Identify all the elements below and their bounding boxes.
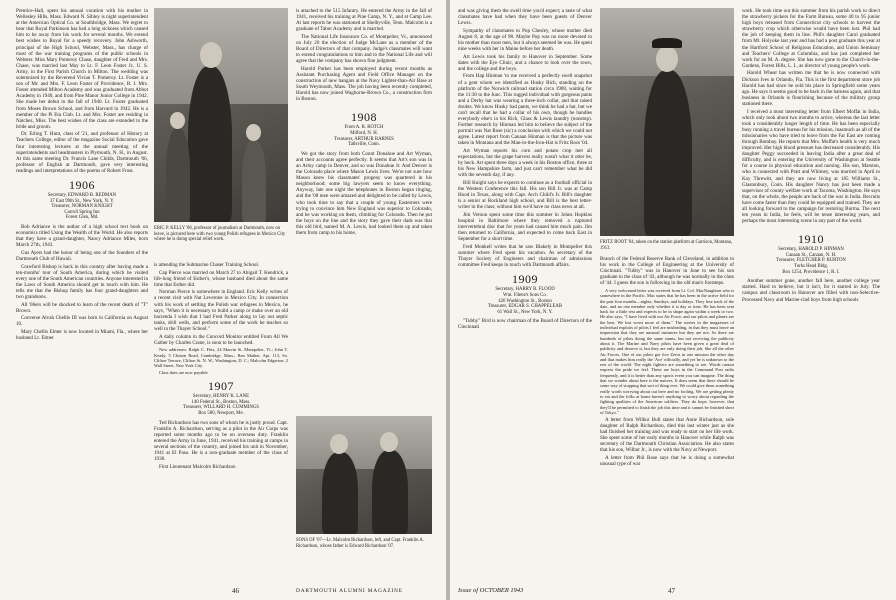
- treasurer-line: Treasurer, WILLARD H. CUMMINGS: [183, 405, 259, 411]
- paragraph: Gus Ayers had the honor of being one of the founders of the Dartmouth Club of Hawaii.: [16, 249, 148, 262]
- photo-caption: ERIC P. KELLY '06, professor of journalism at Dartmouth, now on leave, is pictured here with two young Polish refugees in Mexico City where he is doing special relief work.: [154, 226, 286, 243]
- paragraph: is attached to the 515 Infantry. He entered the Army in the fall of 1941, received his training at Pine Camp, N. Y., and at Camp Lee. At last reports he was stationed at Shelbyville, Tenn. Malcolm is a graduate of Tabor Academy and is married.: [296, 8, 432, 33]
- secretary-address: Canaan St., Canaan, N. H.: [785, 252, 837, 258]
- paragraph: is attending the Submarine Chaser Training School.: [154, 262, 260, 268]
- paragraph: All '06ers will be shocked to learn of the recent death of "T" Brown.: [16, 301, 148, 314]
- secretary-address: 140 Federal St., Boston, Mass.: [191, 399, 251, 405]
- treasurer-line: Treasurer, FLETCHER P. BURTON: [776, 258, 846, 264]
- paragraph: Jim Vernon spent some time this summer in Johns Hopkins hospital in Baltimore where they removed a ruptured intervertebral disc that for years had caused him much pain. Jim then returned to California, and expected to come back East in September for a short time.: [458, 212, 592, 243]
- paragraph: Ted Richardson has two sons of whom he is justly proud. Capt. Franklin A. Richardson, serving as a pilot in the Air Corps was reported some months ago to be on overseas duty. Franklin entered the Army in June, 1941, received his training at camps in several sections of the country, and joined his unit in November, 1941 at El Paso. He is a non-graduate member of the class of 1938.: [154, 419, 288, 463]
- treasurer-address: Turks Head Bldg.: [793, 264, 829, 270]
- left-column-2: [154, 262, 288, 582]
- photo-fritz-root: [600, 8, 734, 236]
- right-column-1: [458, 8, 592, 583]
- paragraph: Crawford Bishop is back in this country after having made a ten-months' tour of South America, during which he visited every one of the South American countries. Anyone interested in the Laws of South America should get in touch with him. He tells me that the Bishop family has four grand-daughters and two grandsons.: [16, 263, 148, 301]
- treasurer-address: Tallsville, Conn.: [348, 142, 380, 148]
- paragraph: First Lieutenant Malcolm Richardson: [159, 463, 236, 470]
- left-column-3: [296, 8, 432, 410]
- secretary-line: Secretary, HAROLD P. HINMAN: [778, 247, 844, 253]
- treasurer-address: Box 1254, Providence 1, R. I.: [782, 269, 840, 275]
- paragraph: Mary Chellis Elmer is now located in Miami, Fla., where her husband Lt. Elmer: [16, 329, 148, 342]
- paragraph: From Hap Hinman 'to me received a perfectly swell snapshot of a gent whom we identified as Husky Rich, standing on the platform of the Norwich railroad station circa 1908, waiting for the 11:30 to the Junc. This rugged individual with gorgeous pants and a Derby hat was wearing a three-inch collar, and that raised doubts. We know Husky had pants, we think he had a hat, but we can't recall that he had a collar of his own, though he handles everybody else's in his Rich, Glass & Lewis laundry (nonstop). Further research by Hinman led him to believe the subject of the portrait was Nat Rose (sic) a conclusion with which we could not agree. Latest report from Canaan Hinman is that the picture was taken in Montana and the Man-in-the-Iron-Hat is Fritz Root '04.: [458, 73, 592, 147]
- paragraph: Another summer gone, another fall here, another college year started. Hard to believe, but it isn't, for it started in July. The campus and classroom in Hanover are filled with non-Selective-Processed Navy and Marine-clad boys from high schools: [742, 278, 880, 303]
- paragraph: Norman Pierce is somewhere in England. Eric Kelly writes of a recent visit with Nat Leverone in Mexico City. In connection with his work of settling the Polish war refugees in Mexico, he says, "When it is necessary to build a camp or make over an old hacienda I wish that I had Fred Parker along to lay out septic tanks, drill wells, and perform some of the work he teaches so well in the Thayer School.": [154, 289, 288, 332]
- paragraph: Dr. Erling T. Hunt, class of '21, and professor of History at Teachers College, editor of the magazine Social Education gave four interesting lectures at the annual meeting of the superintendents and headmasters in Plymouth, N. H., in August. At this same meeting Dr. Francis Lane Childs, Dartmouth '06, professor of English at Dartmouth, gave very interesting readings and interpretations of the poems of Robert Frost.: [16, 131, 148, 174]
- paragraph: A daily column in the Concord Monitor entitled From All We Gather by Charles Crane, is soon to be launched.: [154, 333, 288, 346]
- photo-richardson-sons: [296, 416, 432, 534]
- photo-eric-kelly: [154, 8, 288, 222]
- treasurer-address: Box 580, Newport, Me.: [198, 410, 244, 416]
- paragraph: Fred Monkell writes that he saw Blakely in Montpelier this summer where Fred spent his vacation. As secretary of the Thayer Society of Engineers and chairman of admissions committee Fred keeps in touch with Dartmouth affairs.: [458, 243, 592, 269]
- treasurer-line: Treasurer, EDGAR S. CHAPPELEAR: [487, 304, 563, 310]
- right-column-3: [742, 8, 880, 583]
- right-column-2: [600, 256, 734, 582]
- letter-excerpt: A very welcomed letter was received from Lt. Col. MacNaughton who is somewhere in the Pacific. Mac states that he has been in the active field for the past four months—nights, Sundays, and holidays. They lose track of the date, and no one member only whether it is day or time. He has been sent back for a little rest and expects to be in shape again within a week or two. He also says, "I have lived with our Air Force, and our pilots and planes are the best. We lost worst more of them." The stories in the magazines of individual exploits of pilots I feel are misleading, in that they must leave an impression that they are unusual instances but they are not. So there are hundreds of pilots doing the same stunts, but not receiving the publicity about it. The Marine and Navy pilots have been given a great deal of publicity and deserve it, but they are only doing their job, like all the other Air Forces. One of our pilots got five Zeros in one mission the other day and that makes him really the 'Ace' officially, and yet he is unknown to the rest of the world. The night fighters are something to see. Words cannot express the pride we feel. These are boys in the Command Post radio frequently, and it is better than any sports event you can imagine. The thing that we wonder about here is the natives. It does seem that there should be some way of stopping that sort of thing ever. We could give them something really worth worrying about out here and no fooling. We are getting plenty to eat and the folks at home haven't anything to worry about regarding the fighting qualities of the American soldiers. They do hope, however, that they'll be permitted to finish the job this time and it cannot be finished short of Tokyo.": [600, 287, 734, 415]
- secretary-line: Secretary, HENRY K. LANE: [192, 394, 250, 400]
- magazine-title: DARTMOUTH ALUMNI MAGAZINE: [296, 588, 403, 594]
- paragraph: A letter from Wilbur Bull states that Anne Richardson, sole daughter of Ralph Richardson, died this last winter just as she had finished her training and was ready to start on her life work. She spent some of her early months in Hanover while Ralph was secretary of the Dartmouth Christian Association. He also states that his son, Wilbur Jr., is now with the Navy at Newport.: [600, 416, 734, 454]
- paragraph: We got the story from both Count Donahue and Art Wyman, and their accounts agree perfectly. It seems that Art's son was in an Army camp in Denver, and so was Donahue Jr. And Denver is the Colorado place where Mason Lewis lives. We're not sure how Mason knew his classmates' progeny was quartered in his neighborhood; some big lawyers seem to know everything. Anyway, late one night the telephones in Boston began ringing, and the '08 men were amazed and delighted to be called by Lewis, who took time to say that a couple of young Easterners were trying to convince him New England was superior to Colorado, and he was working on them, climbing for Colorado. Then he put the boys on the line and the story they gave their dads was that this old bird, named M. A. Lewis, had looked them up and taken them from camp to his home,: [296, 150, 432, 236]
- class-year-heading: 1909: [512, 272, 538, 287]
- left-page: [0, 0, 446, 600]
- paragraph: Bill Knight says he expects to continue as a football official in the Western Conference this fall. His son Bill Jr. was at Camp Hood in Texas, along with Capt. Arch Child's Jr. Bill's daughter is a senior at Rockland high school, and Bill is the best letter-writer in the class; without him we'd have no class news at all.: [458, 180, 592, 211]
- paragraph: and was giving them the swell time you'd expect; a taste of what classmates have had when they have been guests of Denver Lewis.: [458, 8, 592, 27]
- address-note: New addresses: Ralph C. Fitts, 24 Marvin St. Montpelier, Vt.; John T. Keady, 5 Clinton Road, Cambridge, Mass.; Ben Mather, Apt. 113, So. Clifton Terrace, Clifton St. N. W., Washington, D. C.; Malcolm Edgerton, 2 Wall Street, New York City.: [154, 347, 288, 369]
- paragraph: Prentice-Hall, spent his annual vacation with his mother in Wellesley Hills, Mass. Edward N. Sibley is night superintendent at the American Optical Co. at Southbridge, Mass. We regret to hear that Royal Parkinson has had a long sickness which caused him to be away from his work for several months. We extend best wishes to Royal for a speedy recovery. John Ashworth, principal of the High School, Webster, Mass., has charge of most of the war training programs of the public schools in Webster. Miss Mary Pomeroy Chase, daughter of Fred and Mrs. Chase, was married last May to Lt. F. Leon Foster Jr., U. S. Army, in the First Parish Church in Milton. The wedding was solemnized by the Reverend Vivian T. Pomeroy. Lt. Foster is a son of Mr. and Mrs. F. Leon Foster of Providence, R. I. Mrs. Foster attended Milton Academy and was graduated from Abbot Academy in 1940, and from Pine Manor Junior College in 1942. She made her debut in the fall of 1940. Lt. Foster graduated from Moses Brown School, and from Harvard in 1942. He is a member of the Pi Eta Club. Lt. and Mrs. Foster are residing in Natchez, Miss. The best wishes of the class are extended to the bride and groom.: [16, 8, 148, 130]
- treasurer-address: Carroll Spring Inn: [64, 209, 100, 215]
- page-number: 46: [232, 587, 239, 595]
- paragraph: A letter from Phil Rose says that he is doing a somewhat unusual type of war: [600, 454, 734, 467]
- secretary-address: Milford, N. H.: [350, 131, 378, 136]
- paragraph: Converse Alvah Chellis III was born in California on August 10.: [16, 315, 148, 328]
- secretary-line: From A. R. ROTCH: [344, 125, 384, 131]
- paragraph: Harold Parker has been employed during recent months as Assistant Purchasing Agent and Field Office Manager on the construction of new hangars at the Navy Lighter-than-Air Base at South Weymouth, Mass. The job having been recently completed, Harold has now joined Waghorne-Brown Co., a construction firm in Boston.: [296, 65, 432, 103]
- issue-label: Issue of OCTOBER 1943: [458, 587, 524, 594]
- paragraph: Branch of the Federal Reserve Bank of Cleveland, in addition to his work in the College of Engineering at the University of Cincinnati. "Tubby" was in Hanover in June to see his son graduate in the class of '43, although he was normally in the class of '44. I guess the son is following in the old man's footsteps.: [600, 256, 734, 287]
- left-column-1: [16, 8, 148, 583]
- class-year-heading: 1907: [208, 379, 234, 394]
- dues-note: Class dues are now payable.: [159, 369, 209, 375]
- secretary-line: Secretary, HARRY R. FLOOD: [495, 287, 555, 293]
- paragraph: Cap Pierce was married on March 27 to Abigail T. Kendrick, a life-long friend of Esther's, whose husband died about the same time that Esther did.: [154, 269, 288, 288]
- treasurer-line: Treasurer, ARTHUR BARNES: [334, 136, 394, 142]
- photo-caption: FRITZ ROOT '04, taken on the station platform at Garrison, Montana, 1913.: [600, 240, 733, 251]
- right-page: [450, 0, 896, 600]
- paragraph: work. He took time out this summer from his parish work to direct the strawberry pickers for the Farm Bureau, some 40 to 95 junior high boys released from Connecticut city schools to harvest the strawberry crop which otherwise would have been lost. Phil had the job of keeping them in line. Phil's daughter Carol graduated from Mt. Holyoke last year and has had a post graduate this year at the Hartford School of Religious Education, and Union Seminary and Teachers' College at Columbia, and has just completed her work for an M. A. degree. She has now gone to the Church-in-the-Gardens, Forest Hills, L. I., as director of young people's work.: [742, 8, 880, 69]
- paragraph: Sympathy of classmates to Pop Chesley, whose mother died August 8, at the age of 98. Maybe Pop was no more devoted to his mother than most men, but it always seemed he was. He spent nine weeks with her in Maine before her death.: [458, 27, 592, 53]
- paragraph: Art Lewis took his family to Hanover in September. Some dates with the Eye Clinic, and a chance to look over the town, and the college and the boys.: [458, 53, 592, 72]
- class-year-heading: 1908: [351, 110, 377, 125]
- paragraph: I received a most interesting letter from Elbert Moffat in India, which only took about two months to arrive, whereas the last letter took a considerably longer length of time. He has been especially busy running a travel bureau for his mission, inasmuch as all of the missionaries who have tried to leave from the Far East are coming through Bombay. He reports that Mrs. Moffat's health is very much improved. Her high blood pressure has decreased considerably. His daughter Peggy succeeded in leaving India after a great deal of difficulty, and is entering the University of Washington at Seattle for a course in physical education and nursing. His son, Marston, who is connected with Pratt and Whitney, was married in April to Kay Threwitt, and they are now living at 185 Williams St., Glastonbury, Conn. His daughter Nancy has just been made a supervisor of county welfare work at Tacoma, Washington. He says that, on the whole, the people are back of the war in India. Recruits have come faster than they could be equipped and trained. They are all looking forward to the campaign for restoring Burma. The next ten years in India, he feels, will be tense interesting years, and perhaps the most interesting scene in any part of the world.: [742, 108, 880, 225]
- paragraph: Harold Wheat has written me that he is now connected with Dickson Ives in Orlando, Fla. This is the first department store job Harold has had since he sold his place in Springfield some years ago. He says it seems good to be back in the harness again, and that business in Orlando is flourishing because of the military group stationed there.: [742, 70, 880, 107]
- secretary-line: Secretary, EDWARD B. REDMAN: [47, 193, 117, 199]
- paragraph: Art Wyman reports his corn and potato crop met all expectations, but the grape harvest really wasn't what it otter be, by heck. Art spent three days a week in his Boston office, three at his New Hampshire farm, and just can't remember what he did with the seventh day, if any.: [458, 148, 592, 179]
- secretary-address: Wm. Filene's Sons Co.: [503, 292, 547, 298]
- page-number: 47: [668, 587, 675, 595]
- treasurer-address: 61 Wall St., New York, N. Y.: [497, 309, 553, 315]
- class-year-heading: 1910: [798, 232, 824, 247]
- secretary-address: 426 Washington St., Boston: [498, 298, 552, 304]
- treasurer-address: Forest Glen, Md.: [65, 215, 99, 221]
- paragraph: "Tubby" Bird is now chairman of the Board of Directors of the Cincinnati: [458, 318, 592, 331]
- secretary-address: 37 East 99th St., New York, N. Y.: [49, 198, 115, 204]
- class-year-heading: 1906: [69, 178, 95, 193]
- paragraph: The National Life Insurance Co. of Montpelier, Vt., announced on July 20 the election of Judge McLane as a member of the Board of Directors of that company. Judge's classmates will want to extend congratulations to him and to the National Life and will agree that the company has shown fine judgment.: [296, 33, 432, 65]
- treasurer-line: Treasurer, NORMAN KNIGHT: [51, 204, 113, 210]
- paragraph: Bob Adriance is the author of a high school text book on economics titled Using the Wealth of the World. He also reports that they have a grand-daughter, Nancy Adriance Miles, born March 27th, 1943.: [16, 224, 148, 249]
- photo-caption: SONS OF '07—Lt. Malcolm Richardson, left, and Capt. Franklin A. Richardson, whose father is Edward Richardson '07.: [296, 538, 424, 549]
